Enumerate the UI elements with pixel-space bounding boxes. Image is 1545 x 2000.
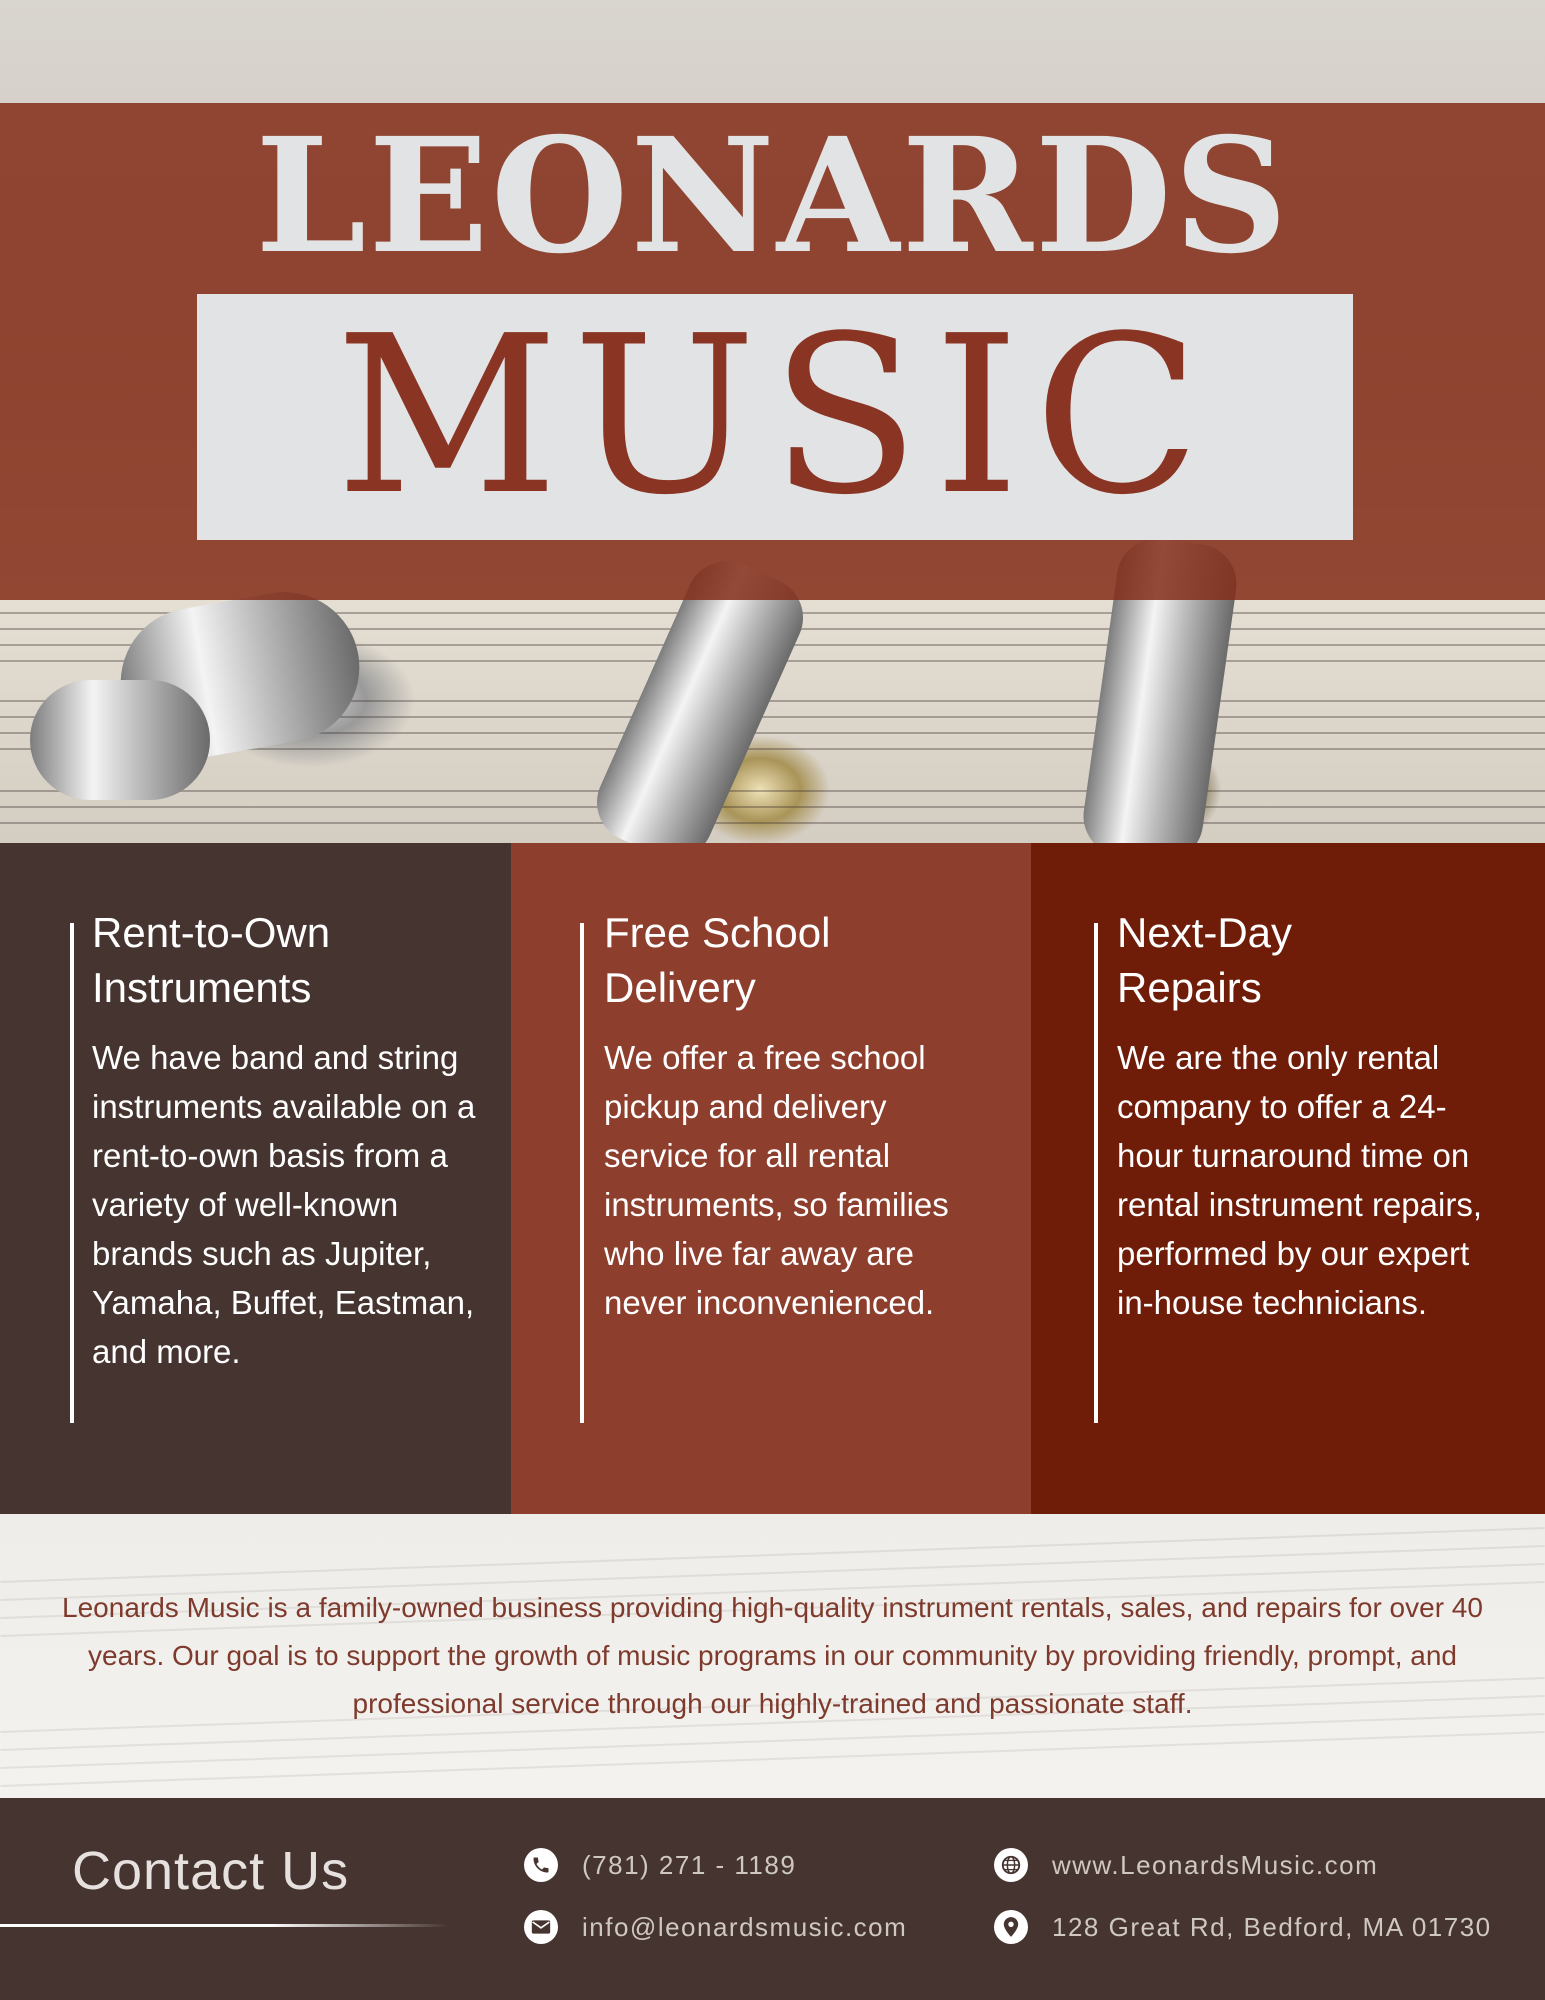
feature-free-delivery bbox=[511, 843, 1031, 1514]
feature-divider bbox=[70, 923, 74, 1423]
brand-title-top: LEONARDS bbox=[255, 104, 1290, 289]
about-section bbox=[0, 1514, 1545, 1798]
contact-section bbox=[0, 1798, 1545, 2000]
feature-rent-to-own bbox=[0, 843, 511, 1514]
contact-title: Contact Us bbox=[72, 1841, 350, 1901]
feature-title: Next-Day Repairs bbox=[1117, 909, 1293, 1011]
feature-title: Rent-to-Own Instruments bbox=[92, 909, 331, 1011]
brand-title-bottom: MUSIC bbox=[335, 290, 1215, 543]
feature-description: We have band and string instruments available on a rent-to-own basis from a variety of well-known brands such as Jupiter, Yamaha, Buffet, Eastman, and more. bbox=[92, 1039, 476, 1370]
contact-phone[interactable] bbox=[524, 1848, 796, 1882]
location-pin-icon bbox=[994, 1910, 1028, 1944]
globe-icon bbox=[994, 1848, 1028, 1882]
contact-website-text: www.LeonardsMusic.com bbox=[1052, 1849, 1379, 1880]
contact-website[interactable] bbox=[994, 1848, 1378, 1882]
contact-divider bbox=[0, 1924, 450, 1927]
contact-address[interactable] bbox=[994, 1910, 1492, 1944]
about-description: Leonards Music is a family-owned business providing high-quality instrument rentals, sales, and repairs for over 40 years. Our goal is to support the growth of music programs in our community by providing friendly, prompt, and professional service through our highly-trained and passionate staff. bbox=[62, 1592, 1483, 1719]
contact-email-text: info@leonardsmusic.com bbox=[582, 1911, 908, 1942]
contact-phone-text: (781) 271 - 1189 bbox=[582, 1849, 797, 1880]
feature-divider bbox=[1094, 923, 1098, 1423]
feature-divider bbox=[580, 923, 584, 1423]
email-icon bbox=[524, 1910, 558, 1944]
feature-title: Free School Delivery bbox=[604, 909, 831, 1011]
feature-next-day-repairs bbox=[1031, 843, 1545, 1514]
contact-email[interactable] bbox=[524, 1910, 907, 1944]
contact-address-text: 128 Great Rd, Bedford, MA 01730 bbox=[1052, 1911, 1492, 1942]
feature-description: We offer a free school pickup and delivery service for all rental instruments, so families who live far away are never inconvenienced. bbox=[604, 1039, 949, 1321]
feature-description: We are the only rental company to offer a 24-hour turnaround time on rental instrument repairs, performed by our expert in-house technicians. bbox=[1117, 1039, 1482, 1321]
phone-icon bbox=[524, 1848, 558, 1882]
hero-section bbox=[0, 0, 1545, 843]
brand-title-box bbox=[197, 290, 1353, 543]
